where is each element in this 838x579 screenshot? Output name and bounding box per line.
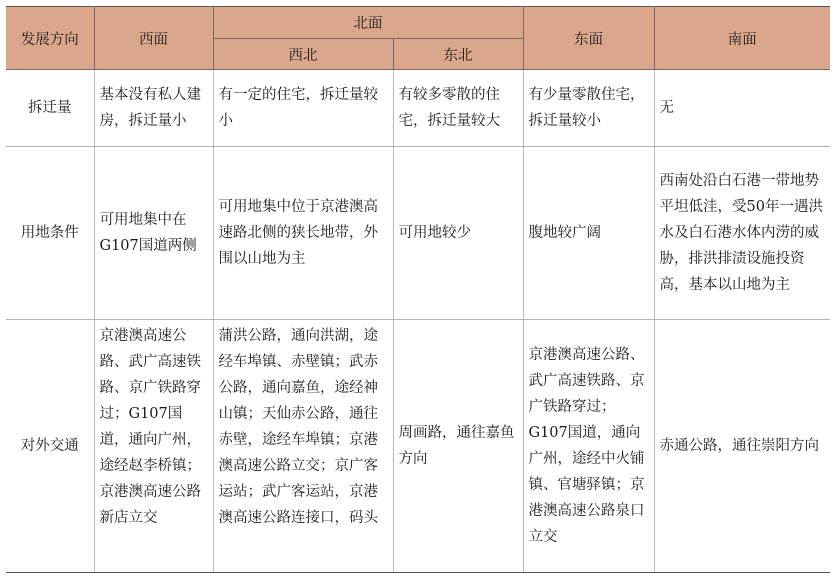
table-row-external-transport	[6, 320, 830, 573]
header-east: 东面	[523, 7, 654, 70]
cell-east: 腹地较广阔	[523, 147, 654, 320]
cell-south: 赤通公路，通往崇阳方向	[654, 320, 830, 573]
table-row-demolition	[6, 70, 830, 147]
cell-northeast: 周画路，通往嘉鱼方向	[393, 320, 523, 573]
row-label: 拆迁量	[6, 70, 94, 147]
cell-south: 无	[654, 70, 830, 147]
cell-west: 京港澳高速公路、武广高速铁路、京广铁路穿过；G107国道，通向广州，途经赵李桥镇；京港澳高速公路新店立交	[94, 320, 213, 573]
header-south: 南面	[654, 7, 830, 70]
cell-east: 有少量零散住宅，拆迁量较小	[523, 70, 654, 147]
cell-northwest: 蒲洪公路，通向洪湖，途经车埠镇、赤壁镇；武赤公路，通向嘉鱼，途经神山镇；天仙赤公路，通往赤壁，途经车埠镇；京港澳高速公路立交；京广客运站；武广客运站，京港澳高速公路连接口，码头	[213, 320, 393, 573]
cell-west: 基本没有私人建房，拆迁量小	[94, 70, 213, 147]
header-north: 北面	[213, 7, 523, 39]
header-direction: 发展方向	[6, 7, 94, 70]
cell-northwest: 可用地集中位于京港澳高速路北侧的狭长地带，外围以山地为主	[213, 147, 393, 320]
cell-south: 西南处沿白石港一带地势平坦低洼，受50年一遇洪水及白石港水体内涝的威胁，排洪排渍设施投资高，基本以山地为主	[654, 147, 830, 320]
cell-northeast: 有较多零散的住宅，拆迁量较大	[393, 70, 523, 147]
cell-northeast: 可用地较少	[393, 147, 523, 320]
row-label: 用地条件	[6, 147, 94, 320]
table-row-land-conditions	[6, 147, 830, 320]
header-northeast: 东北	[393, 39, 523, 70]
header-west: 西面	[94, 7, 213, 70]
row-label: 对外交通	[6, 320, 94, 573]
cell-west: 可用地集中在G107国道两侧	[94, 147, 213, 320]
cell-northwest: 有一定的住宅，拆迁量较小	[213, 70, 393, 147]
header-northwest: 西北	[213, 39, 393, 70]
comparison-table	[6, 6, 830, 573]
cell-east: 京港澳高速公路、武广高速铁路、京广铁路穿过；G107国道，通向广州，途经中火铺镇、官塘驿镇；京港澳高速公路泉口立交	[523, 320, 654, 573]
